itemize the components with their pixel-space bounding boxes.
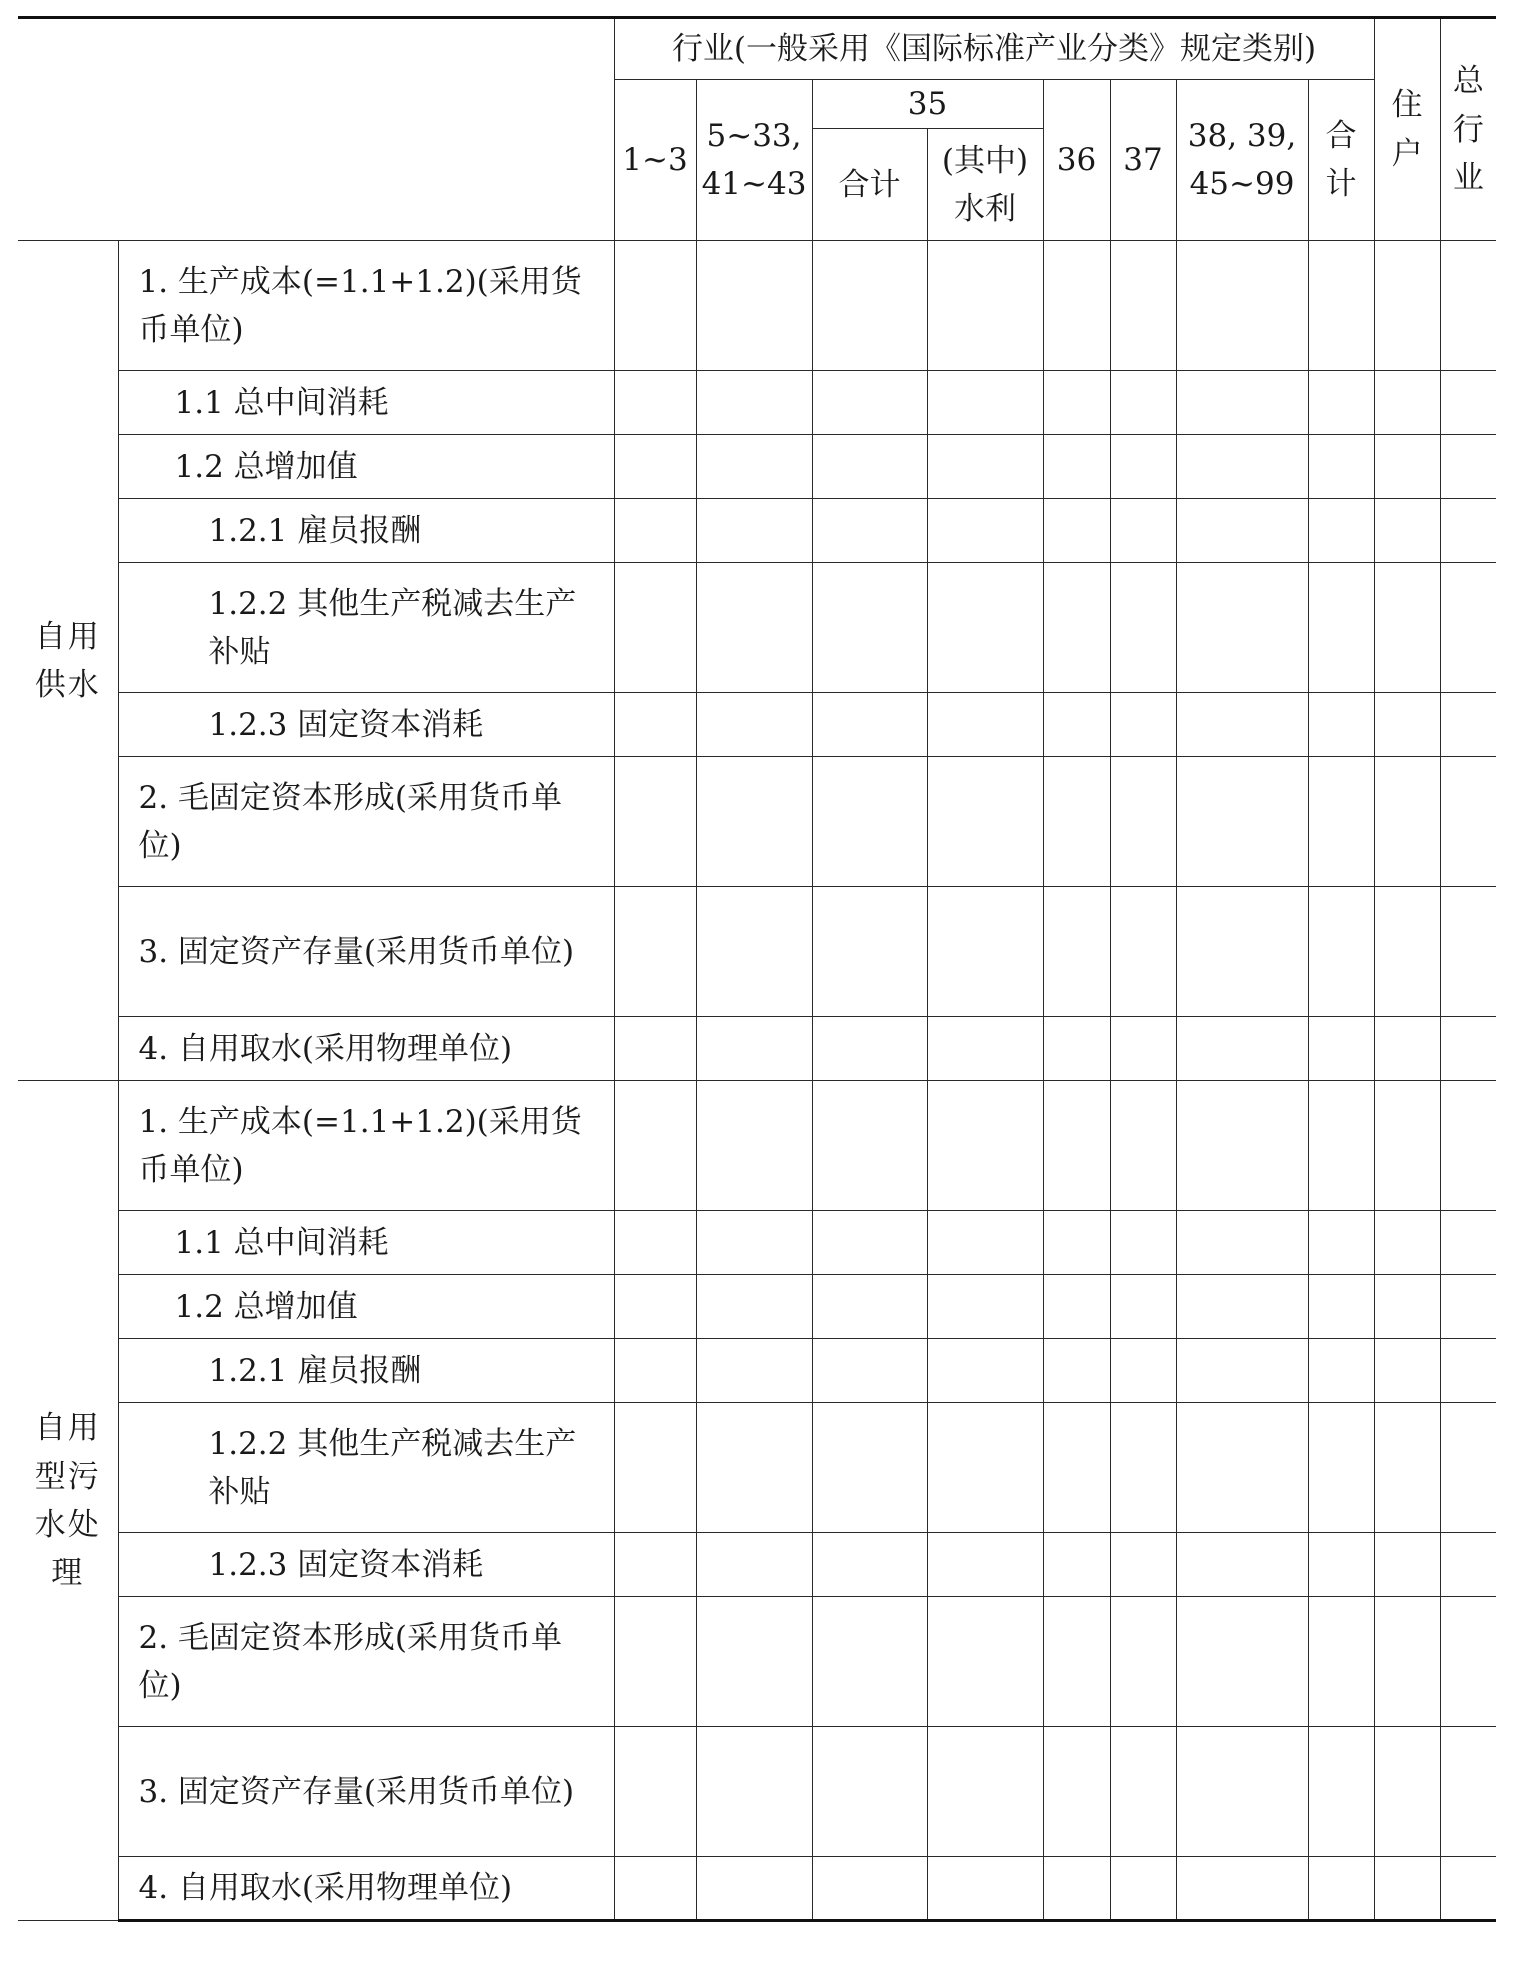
data-cell [1440,241,1496,371]
data-cell [1374,563,1440,693]
data-cell [1374,435,1440,499]
data-cell [1110,1211,1176,1275]
data-cell [1374,1339,1440,1403]
data-cell [1043,1275,1110,1339]
data-cell [1176,435,1308,499]
data-cell [614,1597,696,1727]
table-row [18,1403,1496,1533]
data-cell [696,435,812,499]
data-cell [812,241,927,371]
data-cell [614,1533,696,1597]
data-cell [1176,1403,1308,1533]
data-cell [812,1081,927,1211]
data-cell [1043,1857,1110,1921]
data-cell [696,1081,812,1211]
data-cell [1176,1081,1308,1211]
data-cell [1440,499,1496,563]
data-cell [1374,1533,1440,1597]
data-cell [1308,1403,1374,1533]
data-cell [927,1727,1043,1857]
data-cell [812,499,927,563]
data-cell [696,1211,812,1275]
data-cell [696,1275,812,1339]
data-cell [614,1339,696,1403]
col-5-33-header: 5~33, 41~43 [696,80,812,241]
data-cell [927,435,1043,499]
data-cell [1308,1211,1374,1275]
row-label: 1.2.1 雇员报酬 [118,1339,614,1403]
data-cell [1110,241,1176,371]
data-cell [1176,1339,1308,1403]
table-row [18,1857,1496,1921]
data-cell [614,435,696,499]
data-cell [1110,1017,1176,1081]
col-total-header: 合 计 [1308,80,1374,241]
row-label: 1.2 总增加值 [118,1275,614,1339]
data-cell [1440,1081,1496,1211]
data-cell [1110,1081,1176,1211]
row-label: 1.1 总中间消耗 [118,1211,614,1275]
data-cell [614,241,696,371]
col-38-99-header: 38, 39, 45~99 [1176,80,1308,241]
data-cell [1374,1727,1440,1857]
data-cell [1043,1081,1110,1211]
data-cell [1043,1403,1110,1533]
row-label: 2. 毛固定资本形成(采用货币单位) [118,1597,614,1727]
data-cell [1308,693,1374,757]
data-cell [1440,1727,1496,1857]
data-cell [1308,1081,1374,1211]
data-cell [1374,499,1440,563]
data-cell [614,757,696,887]
data-cell [1176,1017,1308,1081]
data-cell [812,693,927,757]
data-cell [1110,1857,1176,1921]
table-row [18,371,1496,435]
data-cell [1043,1727,1110,1857]
data-cell [812,1857,927,1921]
data-cell [696,241,812,371]
data-cell [1440,1211,1496,1275]
data-cell [927,1017,1043,1081]
data-cell [1176,757,1308,887]
industry-header: 行业(一般采用《国际标准产业分类》规定类别) [614,18,1374,80]
data-cell [927,1211,1043,1275]
data-cell [1308,435,1374,499]
data-cell [1308,241,1374,371]
col-1-3-header: 1~3 [614,80,696,241]
data-cell [614,1211,696,1275]
data-cell [1110,757,1176,887]
data-cell [1043,1017,1110,1081]
data-cell [927,1339,1043,1403]
data-cell [1043,435,1110,499]
row-label: 1.2.3 固定资本消耗 [118,693,614,757]
data-cell [696,887,812,1017]
data-cell [812,1597,927,1727]
data-cell [1440,757,1496,887]
row-label: 1. 生产成本(=1.1+1.2)(采用货币单位) [118,241,614,371]
data-cell [1374,1857,1440,1921]
data-cell [927,693,1043,757]
table-row [18,1275,1496,1339]
data-cell [1043,563,1110,693]
data-cell [927,1857,1043,1921]
data-cell [812,1017,927,1081]
data-cell [696,1403,812,1533]
data-cell [696,1017,812,1081]
data-cell [1308,1339,1374,1403]
data-cell [1110,1339,1176,1403]
row-label: 4. 自用取水(采用物理单位) [118,1857,614,1921]
data-cell [812,1533,927,1597]
data-cell [696,499,812,563]
data-cell [1176,1275,1308,1339]
data-cell [1374,241,1440,371]
table-row [18,499,1496,563]
col-35-total-header: 合计 [812,129,927,241]
data-cell [1110,1533,1176,1597]
data-cell [927,1081,1043,1211]
data-cell [812,435,927,499]
data-cell [1176,887,1308,1017]
data-cell [812,1339,927,1403]
data-cell [1308,757,1374,887]
data-cell [1176,371,1308,435]
table-row [18,1597,1496,1727]
data-cell [1176,693,1308,757]
data-cell [1176,1597,1308,1727]
data-cell [614,1857,696,1921]
table-row [18,1339,1496,1403]
col-36-header: 36 [1043,80,1110,241]
data-cell [1176,563,1308,693]
row-label: 2. 毛固定资本形成(采用货币单位) [118,757,614,887]
data-cell [927,371,1043,435]
data-cell [1043,499,1110,563]
row-label: 1.2.2 其他生产税减去生产补贴 [118,563,614,693]
row-label: 1.2.1 雇员报酬 [118,499,614,563]
data-cell [812,563,927,693]
data-cell [1176,1533,1308,1597]
col-35-water-header: (其中) 水利 [927,129,1043,241]
data-cell [1110,1727,1176,1857]
table-row [18,1081,1496,1211]
data-cell [1374,1211,1440,1275]
data-cell [1374,757,1440,887]
data-cell [1308,887,1374,1017]
data-cell [1374,693,1440,757]
data-cell [614,693,696,757]
col-35-header: 35 [812,80,1043,129]
data-cell [696,1857,812,1921]
data-cell [1440,1597,1496,1727]
data-cell [1440,1017,1496,1081]
data-cell [1374,1597,1440,1727]
data-cell [696,1533,812,1597]
data-cell [1308,371,1374,435]
data-cell [812,371,927,435]
data-cell [614,371,696,435]
data-cell [1110,1275,1176,1339]
data-cell [1176,1211,1308,1275]
data-cell [696,1727,812,1857]
data-cell [1440,1533,1496,1597]
data-cell [812,887,927,1017]
group-label: 自用 型污 水处 理 [18,1081,118,1921]
data-cell [1043,693,1110,757]
data-cell [1043,757,1110,887]
table-row [18,1727,1496,1857]
data-cell [696,693,812,757]
row-label: 1.1 总中间消耗 [118,371,614,435]
data-cell [1440,1857,1496,1921]
data-cell [1110,435,1176,499]
table-row [18,1017,1496,1081]
row-label: 1.2.3 固定资本消耗 [118,1533,614,1597]
row-label: 1. 生产成本(=1.1+1.2)(采用货币单位) [118,1081,614,1211]
data-cell [812,757,927,887]
table-row [18,757,1496,887]
data-cell [1043,1533,1110,1597]
data-cell [1374,1275,1440,1339]
table-row [18,435,1496,499]
data-cell [1176,499,1308,563]
data-cell [614,499,696,563]
header-corner-cell [18,18,614,241]
data-cell [812,1403,927,1533]
data-cell [1308,563,1374,693]
water-supply-account-table [18,16,1496,1922]
data-cell [1176,241,1308,371]
data-cell [1440,563,1496,693]
data-cell [927,757,1043,887]
data-cell [1110,887,1176,1017]
data-cell [927,499,1043,563]
data-cell [614,1017,696,1081]
col-37-header: 37 [1110,80,1176,241]
data-cell [1440,1339,1496,1403]
data-cell [1308,1275,1374,1339]
data-cell [1308,499,1374,563]
data-cell [614,563,696,693]
table-row [18,1533,1496,1597]
data-cell [927,1403,1043,1533]
data-cell [812,1211,927,1275]
data-cell [927,1275,1043,1339]
data-cell [1110,1403,1176,1533]
data-cell [614,1275,696,1339]
table-row [18,1211,1496,1275]
data-cell [1308,1727,1374,1857]
data-cell [812,1275,927,1339]
data-cell [927,1533,1043,1597]
data-cell [1440,693,1496,757]
data-cell [1440,1275,1496,1339]
data-cell [1043,1339,1110,1403]
households-header: 住 户 [1374,18,1440,241]
row-label: 3. 固定资产存量(采用货币单位) [118,887,614,1017]
data-cell [927,1597,1043,1727]
table-row [18,241,1496,371]
data-cell [614,1403,696,1533]
data-cell [1374,1081,1440,1211]
data-cell [696,1339,812,1403]
data-cell [927,241,1043,371]
data-cell [1043,1597,1110,1727]
row-label: 3. 固定资产存量(采用货币单位) [118,1727,614,1857]
data-cell [1110,371,1176,435]
row-label: 1.2.2 其他生产税减去生产补贴 [118,1403,614,1533]
data-cell [1110,563,1176,693]
data-cell [1440,887,1496,1017]
data-cell [1110,499,1176,563]
data-cell [696,371,812,435]
group-label: 自用 供水 [18,241,118,1081]
data-cell [1440,1403,1496,1533]
table-row [18,563,1496,693]
data-cell [614,1081,696,1211]
data-cell [696,1597,812,1727]
row-label: 1.2 总增加值 [118,435,614,499]
data-cell [696,563,812,693]
data-cell [1043,887,1110,1017]
all-industries-header: 总 行 业 [1440,18,1496,241]
data-cell [1308,1857,1374,1921]
data-cell [1308,1597,1374,1727]
row-label: 4. 自用取水(采用物理单位) [118,1017,614,1081]
data-cell [1110,1597,1176,1727]
data-cell [1043,1211,1110,1275]
data-cell [1308,1017,1374,1081]
data-cell [1043,371,1110,435]
data-cell [614,1727,696,1857]
data-cell [1176,1727,1308,1857]
data-cell [1043,241,1110,371]
data-cell [812,1727,927,1857]
data-cell [614,887,696,1017]
data-cell [1374,1403,1440,1533]
data-cell [1440,371,1496,435]
data-cell [927,887,1043,1017]
data-cell [927,563,1043,693]
data-cell [1374,371,1440,435]
data-cell [1308,1533,1374,1597]
data-cell [1374,1017,1440,1081]
data-cell [1374,887,1440,1017]
table-row [18,693,1496,757]
data-cell [1176,1857,1308,1921]
data-cell [1440,435,1496,499]
data-cell [696,757,812,887]
table-row [18,887,1496,1017]
table-body [18,241,1496,1921]
data-cell [1110,693,1176,757]
